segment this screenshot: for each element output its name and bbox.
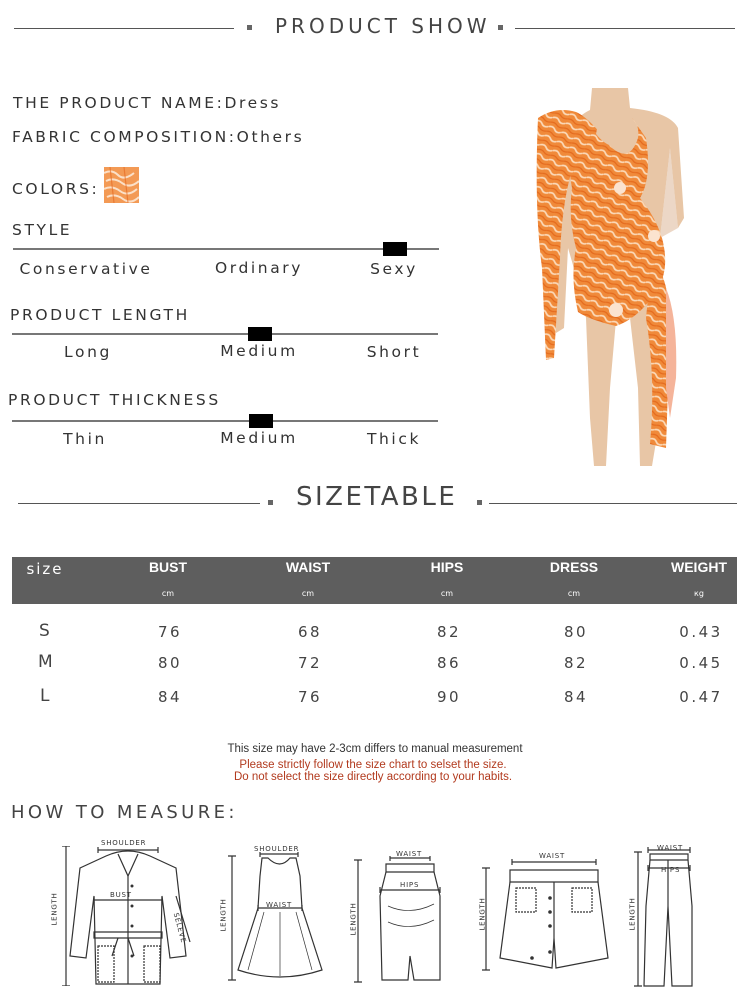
style-label-sexy: Sexy (370, 260, 418, 278)
style-scale-line (13, 248, 439, 250)
note-follow-chart: Please strictly follow the size chart to selset the size. (239, 759, 507, 771)
pants-length-label: LENGTH (628, 897, 637, 931)
how-to-measure-title: HOW TO MEASURE: (11, 802, 238, 823)
bust-cell: 84 (157, 688, 183, 706)
divider-dot (268, 500, 273, 505)
divider-left (18, 503, 260, 504)
shorts-length-label: LENGTH (478, 897, 487, 931)
bust-cell: 80 (157, 654, 183, 672)
skirt-outline (354, 856, 454, 986)
weight-cell: 0.45 (679, 654, 723, 672)
dress-cell: 84 (563, 688, 589, 706)
length-label-long: Long (64, 343, 112, 361)
product-photo (520, 88, 700, 466)
shorts-outline (482, 858, 612, 976)
thickness-label-thick: Thick (366, 430, 422, 448)
style-label-conservative: Conservative (19, 260, 153, 278)
style-label-ordinary: Ordinary (214, 259, 304, 277)
hips-cell: 90 (436, 688, 462, 706)
waist-cell: 76 (297, 688, 323, 706)
col-weight: WEIGHT (671, 559, 727, 575)
length-scale-line (12, 333, 438, 335)
length-label-medium: Medium (220, 342, 298, 360)
pants-waist-label: WAIST (657, 844, 684, 852)
col-bust: BUST (148, 559, 188, 575)
divider-right (515, 28, 735, 29)
dress-waist-label: WAIST (266, 901, 293, 909)
dress-outline (228, 852, 328, 982)
product-name-value: Dress (224, 94, 282, 112)
unit-bust: cm (161, 589, 175, 598)
unit-weight: кg (694, 589, 704, 598)
jacket-sleeve-label: SELEVE (171, 911, 188, 945)
color-swatch[interactable] (104, 167, 139, 203)
divider-dot (498, 25, 503, 30)
thickness-scale-line (12, 420, 438, 422)
style-marker (383, 242, 407, 256)
thickness-title: PRODUCT THICKNESS (8, 391, 221, 409)
dress-cell: 80 (563, 623, 589, 641)
dress-cell: 82 (563, 654, 589, 672)
sizetable-title: SIZETABLE (296, 482, 458, 512)
product-name-row (13, 94, 281, 112)
product-name-label: THE PRODUCT NAME: (13, 94, 225, 112)
product-show-title: PRODUCT SHOW (275, 14, 491, 38)
col-size: size (26, 560, 64, 578)
jacket-bust-label: BUST (110, 891, 132, 899)
jacket-length-label: LENGTH (50, 892, 59, 926)
colors-label: COLORS: (12, 180, 100, 198)
col-waist: WAIST (285, 559, 331, 575)
dress-shoulder-label: SHOULDER (254, 845, 300, 853)
pants-outline (634, 846, 704, 990)
skirt-hips-label: HIPS (400, 881, 420, 889)
size-cell: S (39, 621, 50, 641)
divider-dot (477, 500, 482, 505)
length-marker (248, 327, 272, 341)
fabric-label: FABRIC COMPOSITION: (12, 128, 237, 146)
length-label-short: Short (366, 343, 422, 361)
bust-cell: 76 (157, 623, 183, 641)
col-dress: DRESS (549, 559, 599, 575)
divider-left (14, 28, 234, 29)
length-title: PRODUCT LENGTH (10, 306, 190, 324)
dress-length-label: LENGTH (219, 898, 228, 932)
size-table-header (12, 557, 737, 604)
note-measurement: This size may have 2-3cm differs to manual measurement (227, 743, 523, 755)
skirt-length-label: LENGTH (349, 902, 358, 936)
hips-cell: 86 (436, 654, 462, 672)
size-cell: M (38, 652, 53, 672)
waist-cell: 72 (297, 654, 323, 672)
thickness-label-medium: Medium (220, 429, 298, 447)
fabric-value: Others (236, 128, 305, 146)
unit-dress: cm (567, 589, 581, 598)
shorts-waist-label: WAIST (539, 852, 566, 860)
hips-cell: 82 (436, 623, 462, 641)
weight-cell: 0.47 (679, 688, 723, 706)
divider-dot (247, 25, 252, 30)
fabric-row (12, 128, 304, 146)
divider-right (489, 503, 737, 504)
unit-waist: cm (301, 589, 315, 598)
skirt-waist-label: WAIST (396, 850, 423, 858)
note-habits: Do not select the size directly according to your habits. (233, 771, 513, 783)
jacket-outline (58, 846, 198, 986)
col-hips: HIPS (430, 559, 464, 575)
waist-cell: 68 (297, 623, 323, 641)
thickness-label-thin: Thin (63, 430, 107, 448)
size-cell: L (40, 686, 50, 706)
pants-hips-label: HIPS (661, 866, 681, 874)
style-title: STYLE (12, 221, 73, 239)
jacket-shoulder-label: SHOULDER (101, 839, 147, 847)
weight-cell: 0.43 (679, 623, 723, 641)
unit-hips: cm (440, 589, 454, 598)
thickness-marker (249, 414, 273, 428)
